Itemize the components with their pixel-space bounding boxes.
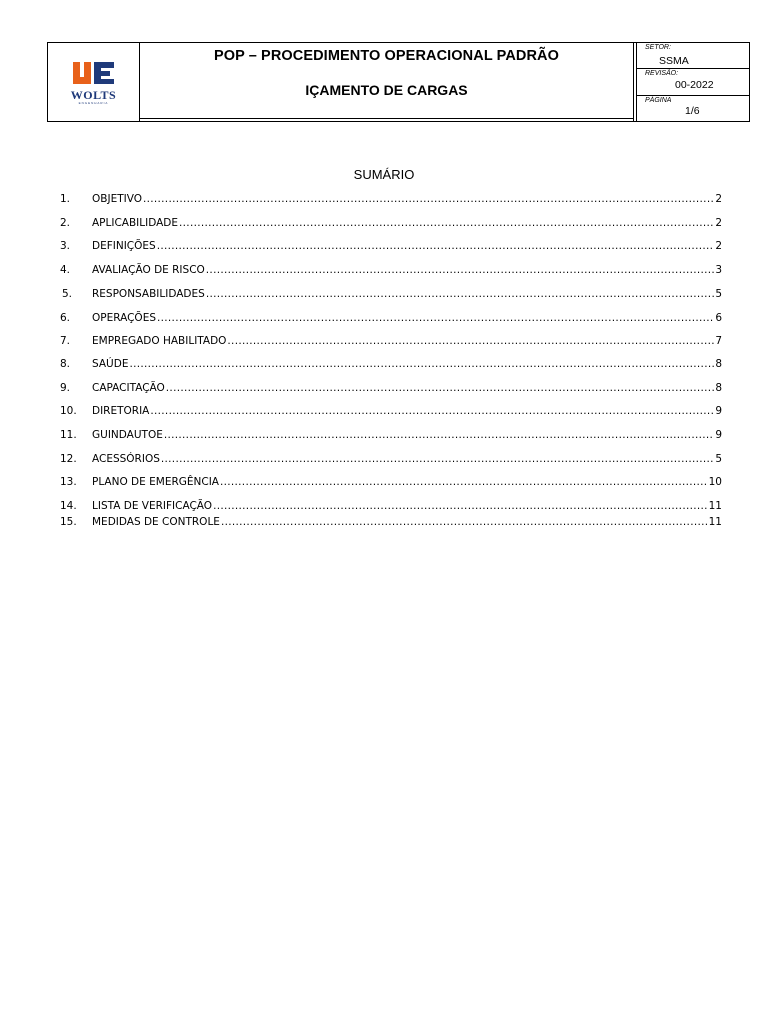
toc-item[interactable] (60, 262, 722, 278)
setor-value: SSMA (659, 55, 689, 67)
toc-number: 12. (60, 453, 77, 465)
company-logo (70, 60, 118, 88)
toc-label: MEDIDAS DE CONTROLE (92, 516, 220, 528)
toc-number: 9. (60, 382, 71, 394)
logo-subtext: ENGENHARIA (78, 100, 109, 105)
toc-item[interactable] (60, 356, 722, 372)
toc-number: 8. (60, 358, 71, 370)
toc-number: 2. (60, 217, 71, 229)
toc-number: 5. (62, 288, 73, 300)
toc-number: 11. (60, 429, 77, 441)
toc-item[interactable] (60, 403, 722, 419)
toc-item[interactable] (60, 380, 722, 396)
toc-page: 9 (715, 429, 722, 441)
toc-page: 3 (715, 264, 722, 276)
toc-item[interactable] (60, 514, 722, 530)
toc-item[interactable] (60, 427, 722, 443)
pagina-value: 1/6 (685, 104, 700, 117)
toc-leader (206, 286, 715, 302)
toc-number: 3. (60, 240, 71, 252)
document-header (47, 42, 750, 122)
toc-item[interactable] (60, 238, 722, 254)
toc-page: 8 (715, 382, 722, 394)
toc-leader (166, 380, 715, 396)
setor-label: SETOR: (645, 44, 671, 51)
toc-label: ACESSÓRIOS (92, 453, 160, 465)
revisao-value: 00-2022 (675, 79, 714, 92)
meta-cell (636, 43, 749, 121)
toc-page: 2 (715, 217, 722, 229)
toc-leader (157, 310, 714, 326)
toc-leader (206, 262, 715, 278)
toc-number: 7. (60, 335, 71, 347)
toc-leader (221, 514, 708, 530)
toc-label: OPERAÇÕES (92, 312, 156, 324)
toc-item[interactable] (60, 451, 722, 467)
toc-leader (150, 403, 714, 419)
document-subtitle: IÇAMENTO DE CARGAS (305, 82, 468, 98)
toc-label: OBJETIVO (92, 193, 142, 205)
toc-item[interactable] (60, 333, 722, 349)
toc-number: 15. (60, 516, 77, 528)
toc-page: 5 (715, 453, 722, 465)
toc-page: 10 (708, 476, 722, 488)
toc-item[interactable] (60, 474, 722, 490)
toc-item[interactable] (60, 191, 722, 207)
logo-cell (48, 43, 140, 121)
toc-label: GUINDAUTOE (92, 429, 163, 441)
revisao-label: REVISÃO: (645, 70, 679, 78)
toc-label: LISTA DE VERIFICAÇÃO (92, 500, 213, 512)
toc-leader (227, 333, 714, 349)
toc-label: EMPREGADO HABILITADO (92, 335, 227, 347)
summary-title: SUMÁRIO (353, 167, 415, 182)
toc-leader (179, 215, 714, 231)
toc-leader (161, 451, 714, 467)
toc-label: DIRETORIA (92, 405, 150, 417)
logo-text: WOLTS (70, 87, 117, 102)
toc-leader (143, 191, 714, 207)
toc-page: 11 (708, 500, 722, 512)
divider (140, 118, 633, 119)
toc-leader (213, 498, 708, 514)
toc-page: 6 (715, 312, 722, 324)
toc-label: RESPONSABILIDADES (92, 288, 205, 300)
toc-number: 13. (60, 476, 77, 488)
setor-row (637, 43, 749, 69)
toc-number: 10. (60, 405, 77, 417)
toc-label: APLICABILIDADE (92, 217, 179, 229)
toc-leader (157, 238, 715, 254)
toc-page: 2 (715, 193, 722, 205)
pagina-row (637, 96, 749, 121)
toc-label: AVALIAÇÃO DE RISCO (92, 264, 205, 276)
toc-label: PLANO DE EMERGÊNCIA (92, 476, 219, 488)
toc-label: CAPACITAÇÃO (92, 382, 165, 394)
toc-page: 5 (715, 288, 722, 300)
toc-page: 11 (708, 516, 722, 528)
toc-number: 1. (60, 193, 71, 205)
toc-page: 8 (715, 358, 722, 370)
toc-label: DEFINIÇÕES (92, 240, 156, 252)
title-cell (140, 43, 634, 121)
toc-number: 4. (60, 264, 71, 276)
document-title: POP – PROCEDIMENTO OPERACIONAL PADRÃO (213, 48, 560, 64)
toc-item[interactable] (60, 310, 722, 326)
toc-label: SAÚDE (92, 358, 129, 370)
toc-leader (220, 474, 708, 490)
toc-page: 9 (715, 405, 722, 417)
toc-number: 6. (60, 312, 71, 324)
toc-page: 7 (715, 335, 722, 347)
toc-number: 14. (60, 500, 77, 512)
toc-leader (164, 427, 714, 443)
toc-page: 2 (715, 240, 722, 252)
toc-item[interactable] (60, 215, 722, 231)
toc-item[interactable] (60, 286, 722, 302)
pagina-label: PÁGINA (645, 96, 672, 104)
toc-leader (129, 356, 714, 372)
revisao-row (637, 69, 749, 95)
toc-item[interactable] (60, 498, 722, 514)
